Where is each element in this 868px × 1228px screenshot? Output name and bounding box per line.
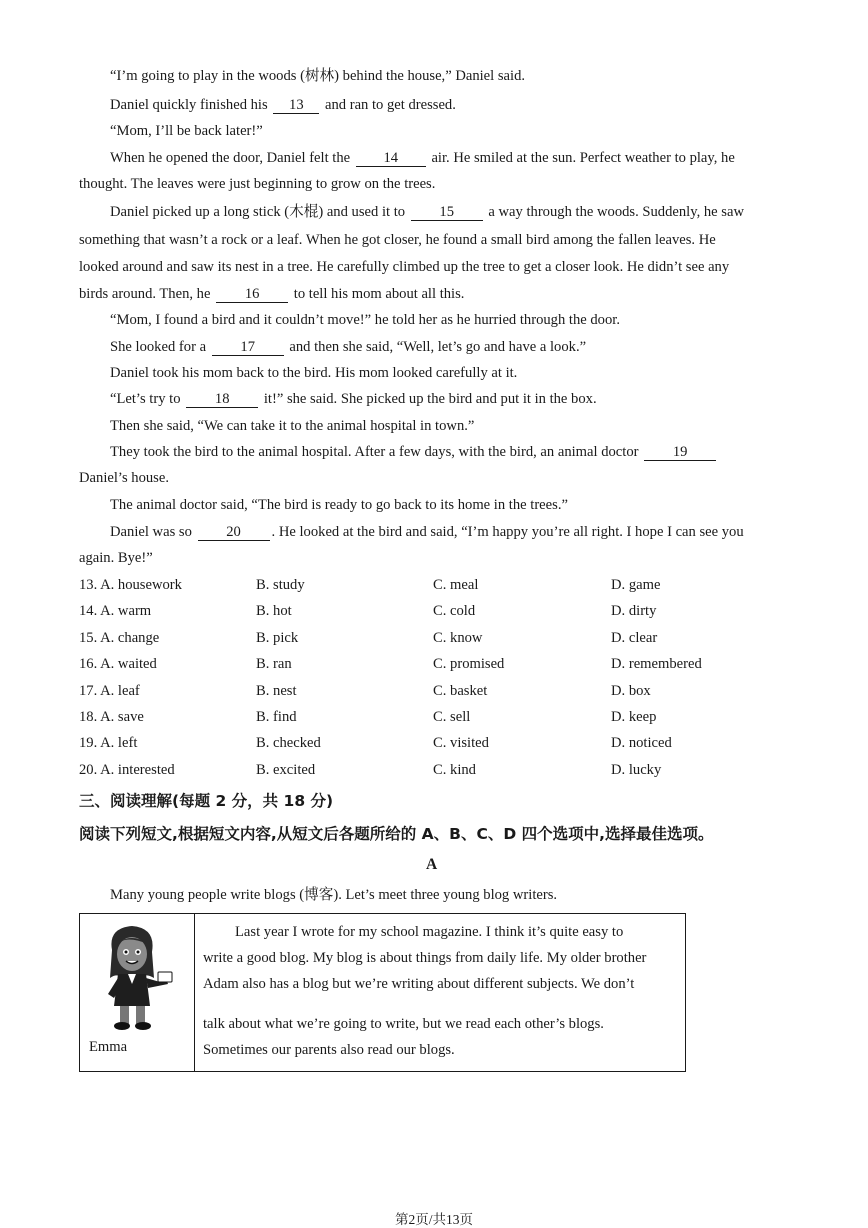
option-choice-c[interactable]: C. sell xyxy=(433,709,471,725)
option-choice-a[interactable]: 15. A. change xyxy=(79,629,160,646)
story-text: “Mom, I’ll be back later!” xyxy=(110,123,263,139)
option-choice-c[interactable]: C. basket xyxy=(433,682,488,699)
option-choice-b[interactable]: B. checked xyxy=(256,735,321,752)
story-text: looked around and saw its nest in a tree. He carefully climbed up the tree to get a closer look. He didn’t see any xyxy=(79,259,730,275)
page-footer: 第2页/共13页 xyxy=(394,1212,473,1227)
passage-letter: A xyxy=(426,856,438,873)
blog-text-line: Last year I wrote for my school magazine. I think it’s quite easy to xyxy=(235,924,624,940)
story-line xyxy=(79,258,779,276)
story-line xyxy=(110,149,810,167)
story-line xyxy=(110,390,810,408)
story-line xyxy=(79,549,779,567)
blank-18[interactable]: 18 xyxy=(186,392,258,408)
story-line xyxy=(110,311,810,329)
option-choice-b[interactable]: B. hot xyxy=(256,603,292,620)
blogger-name: Emma xyxy=(89,1039,128,1055)
option-choice-b[interactable]: B. pick xyxy=(256,629,299,646)
option-choice-d[interactable]: D. clear xyxy=(611,629,658,646)
option-choice-d[interactable]: D. remembered xyxy=(611,656,702,673)
blog-table xyxy=(79,913,686,1072)
story-line xyxy=(110,496,810,514)
blank-13[interactable]: 13 xyxy=(273,98,319,114)
story-text: Daniel took his mom back to the bird. His mom looked carefully at it. xyxy=(110,365,518,381)
story-text: They took the bird to the animal hospital. After a few days, with the bird, an animal doctor xyxy=(110,444,639,460)
story-line xyxy=(110,203,810,221)
option-choice-c[interactable]: C. meal xyxy=(433,577,479,593)
blog-text-line: Sometimes our parents also read our blogs. xyxy=(203,1042,455,1058)
option-choice-d[interactable]: D. keep xyxy=(611,709,657,725)
table-divider xyxy=(194,914,195,1071)
blog-text-line: write a good blog. My blog is about things from daily life. My older brother xyxy=(203,950,647,966)
option-choice-c[interactable]: C. cold xyxy=(433,603,476,620)
option-choice-d[interactable]: D. lucky xyxy=(611,761,662,778)
story-text: to tell his mom about all this. xyxy=(293,286,465,302)
story-text: “Mom, I found a bird and it couldn’t move!” he told her as he hurried through the door. xyxy=(110,312,620,328)
blog-text-line: talk about what we’re going to write, but we read each other’s blogs. xyxy=(203,1016,604,1032)
story-text: When he opened the door, Daniel felt the xyxy=(110,150,351,166)
story-line xyxy=(110,443,810,461)
option-choice-b[interactable]: B. find xyxy=(256,709,297,725)
option-choice-d[interactable]: D. box xyxy=(611,682,651,699)
story-text: and ran to get dressed. xyxy=(324,97,456,113)
story-text: air. He smiled at the sun. Perfect weather to play, he xyxy=(431,150,735,166)
option-choice-c[interactable]: C. promised xyxy=(433,656,505,673)
story-line xyxy=(79,231,779,249)
story-line xyxy=(110,364,810,382)
passage-intro: Many young people write blogs (博客). Let’s meet three young blog writers. xyxy=(110,887,558,903)
story-text: something that wasn’t a rock or a leaf. When he got closer, he found a small bird among the fallen leaves. He xyxy=(79,232,716,248)
option-choice-a[interactable]: 16. A. waited xyxy=(79,656,157,673)
story-text: Then she said, “We can take it to the animal hospital in town.” xyxy=(110,418,475,434)
story-line xyxy=(79,285,779,303)
blank-15[interactable]: 15 xyxy=(411,205,483,221)
option-choice-d[interactable]: D. dirty xyxy=(611,603,657,620)
story-text: Daniel quickly finished his xyxy=(110,97,268,113)
story-text: The animal doctor said, “The bird is ready to go back to its home in the trees.” xyxy=(110,497,568,513)
option-choice-b[interactable]: B. nest xyxy=(256,682,297,699)
story-text: birds around. Then, he xyxy=(79,286,211,302)
option-choice-c[interactable]: C. visited xyxy=(433,735,489,752)
story-text: Daniel picked up a long stick (木棍) and used it to xyxy=(110,204,406,220)
story-text: Daniel was so xyxy=(110,524,192,540)
option-choice-d[interactable]: D. noticed xyxy=(611,735,672,752)
story-line xyxy=(110,523,810,541)
option-choice-a[interactable]: 14. A. warm xyxy=(79,603,152,620)
blank-14[interactable]: 14 xyxy=(356,151,426,167)
section-title: 三、阅读理解(每题 2 分，共 18 分) xyxy=(79,792,334,810)
story-line xyxy=(79,469,779,487)
option-choice-b[interactable]: B. study xyxy=(256,577,305,593)
option-choice-d[interactable]: D. game xyxy=(611,577,661,593)
story-text: and then she said, “Well, let’s go and have a look.” xyxy=(289,339,587,355)
story-text: She looked for a xyxy=(110,339,207,355)
story-text: thought. The leaves were just beginning to grow on the trees. xyxy=(79,176,436,192)
story-line xyxy=(110,96,810,114)
option-choice-a[interactable]: 17. A. leaf xyxy=(79,682,140,699)
option-choice-a[interactable]: 13. A. housework xyxy=(79,577,182,593)
option-choice-a[interactable]: 18. A. save xyxy=(79,709,144,725)
section-instruction: 阅读下列短文,根据短文内容,从短文后各题所给的 A、B、C、D 四个选项中,选择最佳选项。 xyxy=(79,825,714,843)
story-line xyxy=(110,338,810,356)
option-choice-a[interactable]: 20. A. interested xyxy=(79,761,175,778)
story-text: a way through the woods. Suddenly, he saw xyxy=(488,204,744,220)
option-choice-a[interactable]: 19. A. left xyxy=(79,735,138,752)
story-text: Daniel’s house. xyxy=(79,470,169,486)
story-text: it!” she said. She picked up the bird and put it in the box. xyxy=(263,391,597,407)
story-line xyxy=(110,417,810,435)
girl-avatar-icon xyxy=(94,920,178,1032)
blank-17[interactable]: 17 xyxy=(212,340,284,356)
story-text: “I’m going to play in the woods (树林) behind the house,” Daniel said. xyxy=(110,68,526,84)
blank-16[interactable]: 16 xyxy=(216,287,288,303)
blog-text-line: Adam also has a blog but we’re writing about different subjects. We don’t xyxy=(203,976,635,992)
option-choice-b[interactable]: B. excited xyxy=(256,761,316,778)
story-line xyxy=(79,175,779,193)
option-choice-c[interactable]: C. know xyxy=(433,629,483,646)
blank-19[interactable]: 19 xyxy=(644,445,716,461)
story-text: again. Bye!” xyxy=(79,550,153,566)
story-text: . He looked at the bird and said, “I’m happy you’re all right. I hope I can see you xyxy=(271,524,744,540)
story-line xyxy=(110,122,810,140)
story-text: “Let’s try to xyxy=(110,391,181,407)
option-choice-b[interactable]: B. ran xyxy=(256,656,292,673)
blank-20[interactable]: 20 xyxy=(198,525,270,541)
story-line xyxy=(110,67,810,85)
option-choice-c[interactable]: C. kind xyxy=(433,761,476,778)
